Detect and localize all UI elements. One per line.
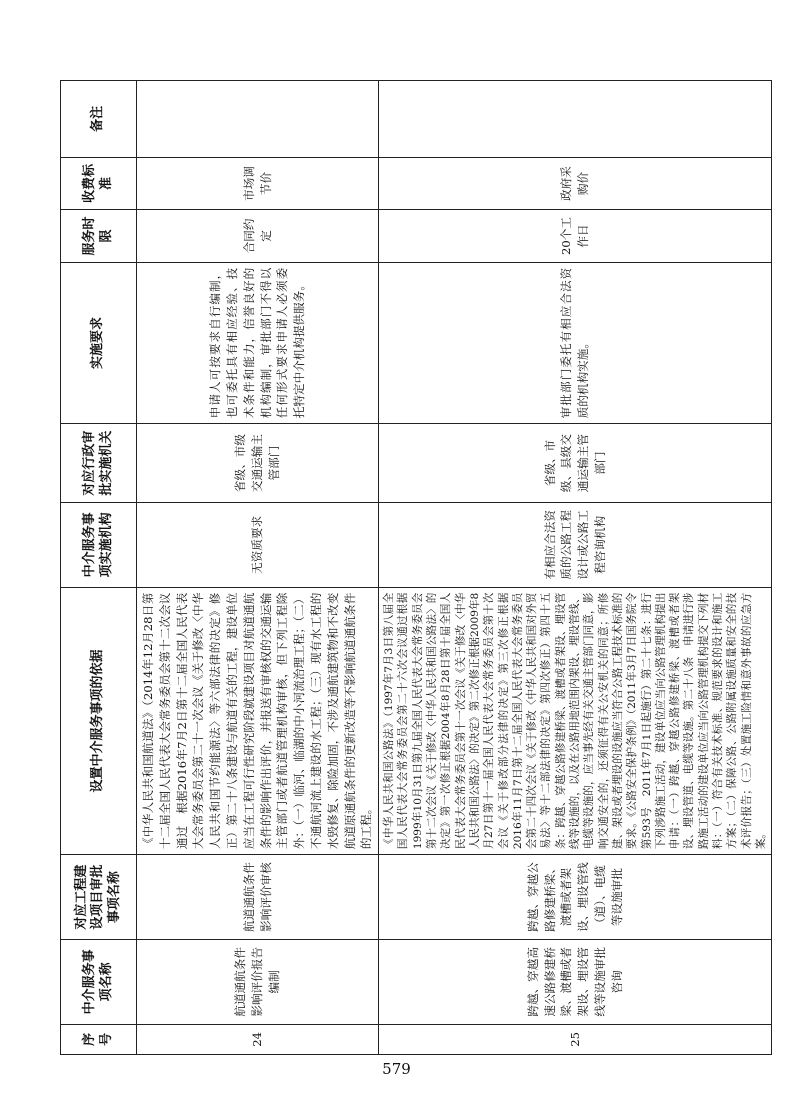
header-approval-name: 对应工程建设项目审批事项名称 <box>61 855 137 940</box>
cell-fee: 市场调节价 <box>137 157 379 209</box>
service-table <box>60 80 772 1055</box>
cell-remarks <box>137 81 379 158</box>
cell-service-name: 跨越、穿越高速公路修建桥梁、渡槽或者架设、埋设管线等设施审批咨询 <box>379 939 772 1024</box>
cell-basis: 《中华人民共和国公路法》（1997年7月3日第八届全国人民代表大会常务委员会第二十六次会议通过根据1999年10月31日第九届全国人民代表大会常务委员会第十二次会议《关于修改〈中华人民共和国公路法〉的决定》第一次修正根据2004年8月28日第十届全国人民代表大会常务委员会第十一次会议《关于修改〈中华人民共和国公路法〉的决定》第二次修正根据2009年8月27日第十一届全国人民代表大会常务委员会第十次会议《关于修改部分法律的决定》第三次修正根据2016年11月7日第十二届全国人民代表大会常务委员会第二十四次会议《关于修改〈中华人民共和国对外贸易法〉等十二部法律的决定》第四次修正）第四十五条：跨越、穿越公路修建桥梁、渡槽或者架设、埋设管线等设施的，以及在公路用地范围内架设、埋设管线、电缆等设施的，应当事先经有关交通主管部门同意，影响交通安全的，还须征得有关公安机关的同意；所修建、架设或者埋设的设施应当符合公路工程技术标准的要求。《公路安全保护条例》（2011年3月7日国务院令第593号 2011年7月1日起施行）第二十七条：进行下列涉路施工活动，建设单位应当向公路管理机构提出申请：（一）跨越、穿越公路修建桥梁、渡槽或者架设、埋设管道、电缆等设施。第二十八条 申请进行涉路施工活动的建设单位应当向公路管理机构提交下列材料：（一）符合有关技术标准、规范要求的设计和施工方案；（二）保障公路、公路附属设施质量和安全的技术评价报告；（三）处置施工险情和意外事故的应急方案。 <box>379 587 772 854</box>
cell-remarks <box>379 81 772 158</box>
header-no: 序号 <box>61 1024 137 1054</box>
header-agency: 中介服务事项实施机构 <box>61 502 137 587</box>
cell-authority: 省级、市级、县级交通运输主管部门 <box>379 424 772 503</box>
cell-time-limit: 合同约定 <box>137 210 379 262</box>
cell-approval-name: 跨越、穿越公路修建桥梁、渡槽或者架设、埋设管线（道）、电缆等设施审批 <box>379 855 772 940</box>
header-fee: 收费标准 <box>61 157 137 209</box>
cell-agency: 有相应合法资质的公路工程设计或公路工程咨询机构 <box>379 502 772 587</box>
cell-time-limit: 20个工作日 <box>379 210 772 262</box>
cell-requirements: 审批部门委托有相应合法资质的机构实施。 <box>379 262 772 423</box>
cell-no: 24 <box>137 1024 379 1054</box>
cell-no: 25 <box>379 1024 772 1054</box>
table-row <box>137 81 379 1055</box>
header-authority: 对应行政审批实施机关 <box>61 424 137 503</box>
header-remarks: 备注 <box>61 81 137 158</box>
page-number: 579 <box>382 1060 411 1078</box>
header-requirements: 实施要求 <box>61 262 137 423</box>
cell-basis: 《中华人民共和国航道法》（2014年12月28日第十二届全国人民代表大会常务委员会第十二次会议通过 根据2016年7月2日第十二届全国人民代表大会常务委员会第二十一次会议《关于修改〈中华人民共和国节约能源法〉等六部法律的决定》修正）第二十八条建设与航道有关的工程，建设单位应当在工程可行性研究阶段就建设项目对航道通航条件的影响作出评价，并报送有审核权的交通运输主管部门或者航道管理机构审核，但下列工程除外：（一）临河、临湖的中小河流治理工程；（二）不通航河流上建设的水工程；（三）现有水工程的水毁修复、除险加固，不涉及通航建筑物和不改变航道原通航条件的更新改造等不影响航道通航条件的工程。 <box>137 587 379 854</box>
cell-fee: 政府采购价 <box>379 157 772 209</box>
cell-authority: 省级、市级交通运输主管部门 <box>137 424 379 503</box>
cell-agency: 无资质要求 <box>137 502 379 587</box>
cell-service-name: 航道通航条件影响评价报告编制 <box>137 939 379 1024</box>
table-row <box>379 81 772 1055</box>
header-time-limit: 服务时限 <box>61 210 137 262</box>
header-basis: 设置中介服务事项的依据 <box>61 587 137 854</box>
cell-approval-name: 航道通航条件影响评价审核 <box>137 855 379 940</box>
rotated-table-container <box>60 80 767 1055</box>
cell-requirements: 申请人可按要求自行编制，也可委托具有相应经验、技术条件和能力，信誉良好的机构编制，审批部门不得以任何形式要求申请人必须委托特定中介机构提供服务。 <box>137 262 379 423</box>
header-row <box>61 81 137 1055</box>
header-service-name: 中介服务事项名称 <box>61 939 137 1024</box>
